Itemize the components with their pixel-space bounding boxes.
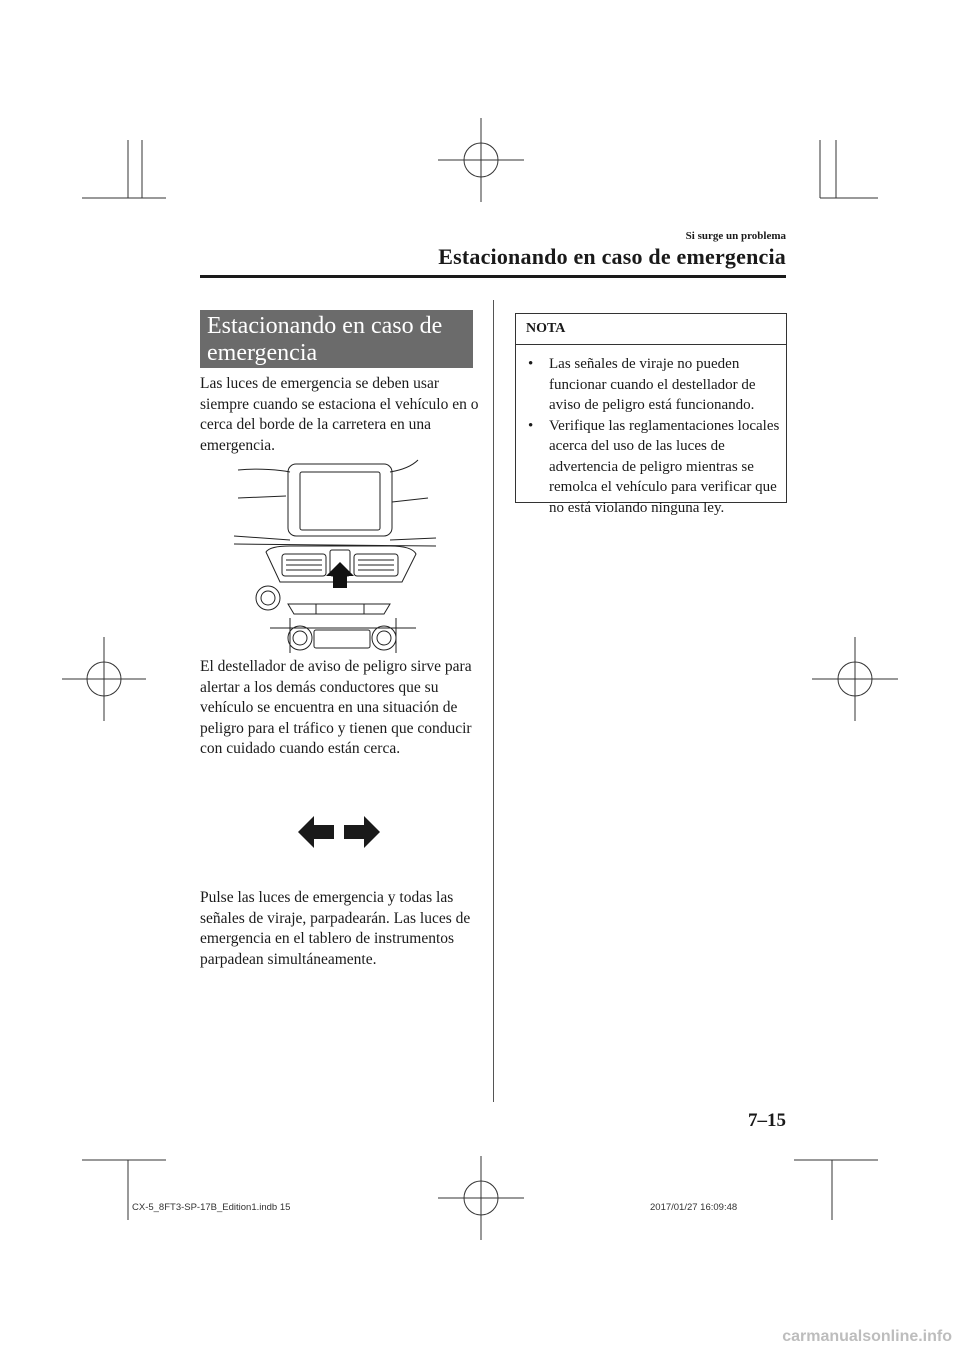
note-title: NOTA xyxy=(526,321,566,336)
page-number: 7–15 xyxy=(748,1110,786,1131)
paragraph-hazard-purpose: El destellador de aviso de peligro sirve para alertar a los demás conductores que su vehículo se encuentra en una situación de peligro para el tráfico y tienen que conducir con cuidado cuando están cerca. xyxy=(200,658,472,757)
running-header-title: Estacionando en caso de emergencia xyxy=(438,244,786,269)
note-item-text: Verifique las reglamentaciones locales acerca del uso de las luces de advertencia de peligro mientras se remolca el vehículo para verificar que no está violando ninguna ley. xyxy=(549,417,780,516)
hazard-switch-illustration xyxy=(230,458,440,653)
note-item xyxy=(526,416,780,519)
header-rule xyxy=(200,275,786,278)
left-arrow-icon xyxy=(298,816,334,848)
bullet: • xyxy=(528,356,534,372)
turn-signal-indicator-icon xyxy=(298,816,380,848)
bullet: • xyxy=(528,417,534,434)
running-header-section: Si surge un problema xyxy=(685,230,786,242)
note-title-rule xyxy=(516,344,786,345)
column-divider xyxy=(493,300,494,1102)
paragraph-operation: Pulse las luces de emergencia y todas las señales de viraje, parpadearán. Las luces de emergencia en el tablero de instrumentos parpadean simultáneamente. xyxy=(200,889,471,968)
section-title: Estacionando en caso de emergencia xyxy=(200,310,473,368)
note-box xyxy=(515,313,787,516)
print-slug-datetime: 2017/01/27 16:09:48 xyxy=(650,1202,738,1213)
right-arrow-icon xyxy=(344,816,380,848)
note-item xyxy=(526,354,780,416)
note-item-text: Las señales de viraje no pueden funcionar cuando el destellador de aviso de peligro está funcionando. xyxy=(549,356,756,413)
watermark: carmanualsonline.info xyxy=(782,1328,952,1345)
paragraph-intro: Las luces de emergencia se deben usar siempre cuando se estaciona el vehículo en o cerca del borde de la carretera en una emergencia. xyxy=(200,375,479,454)
note-list xyxy=(526,354,780,518)
print-slug-file: CX-5_8FT3-SP-17B_Edition1.indb 15 xyxy=(132,1202,291,1213)
